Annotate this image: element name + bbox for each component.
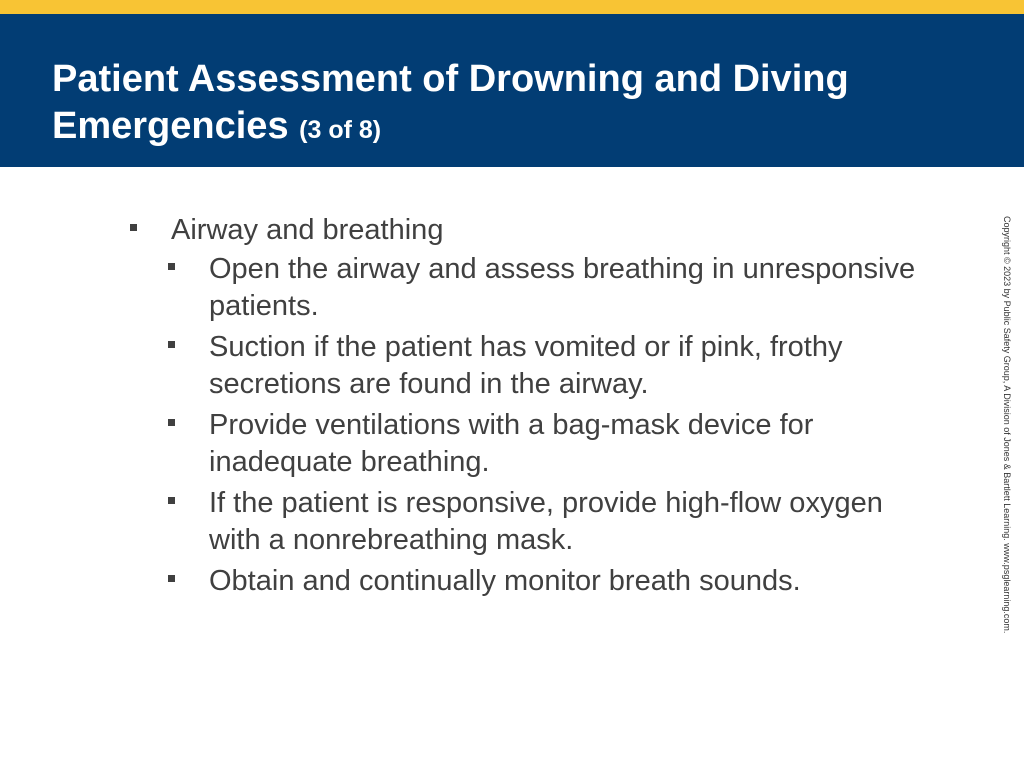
sub-bullet-item (128, 329, 928, 403)
sub-bullet-item (128, 563, 928, 600)
sub-bullet-list (128, 251, 928, 600)
square-bullet-icon (168, 341, 175, 348)
accent-stripe (0, 0, 1024, 14)
square-bullet-icon (168, 497, 175, 504)
sub-bullet-text: Provide ventilations with a bag-mask device for inadequate breathing. (209, 409, 814, 478)
bullet-content (128, 212, 928, 604)
slide-title-counter: (3 of 8) (299, 116, 382, 144)
sub-bullet-text: Obtain and continually monitor breath sounds. (209, 565, 801, 597)
square-bullet-icon (130, 224, 137, 231)
slide-title-main: Patient Assessment of Drowning and Diving Emergencies (52, 58, 849, 147)
slide-title (52, 56, 992, 154)
sub-bullet-text: Open the airway and assess breathing in unresponsive patients. (209, 253, 916, 322)
sub-bullet-item (128, 407, 928, 481)
square-bullet-icon (168, 419, 175, 426)
sub-bullet-text: If the patient is responsive, provide high-flow oxygen with a nonrebreathing mask. (209, 487, 883, 556)
square-bullet-icon (168, 575, 175, 582)
title-banner (0, 14, 1024, 167)
sub-bullet-text: Suction if the patient has vomited or if pink, frothy secretions are found in the airway. (209, 331, 843, 400)
bullet-level-1 (128, 212, 928, 249)
square-bullet-icon (168, 263, 175, 270)
sub-bullet-item (128, 485, 928, 559)
bullet-label: Airway and breathing (171, 214, 444, 246)
sub-bullet-item (128, 251, 928, 325)
copyright-notice: Copyright © 2023 by Public Safety Group, A Division of Jones & Bartlett Learning. www.psglearning.com. (1002, 216, 1012, 634)
